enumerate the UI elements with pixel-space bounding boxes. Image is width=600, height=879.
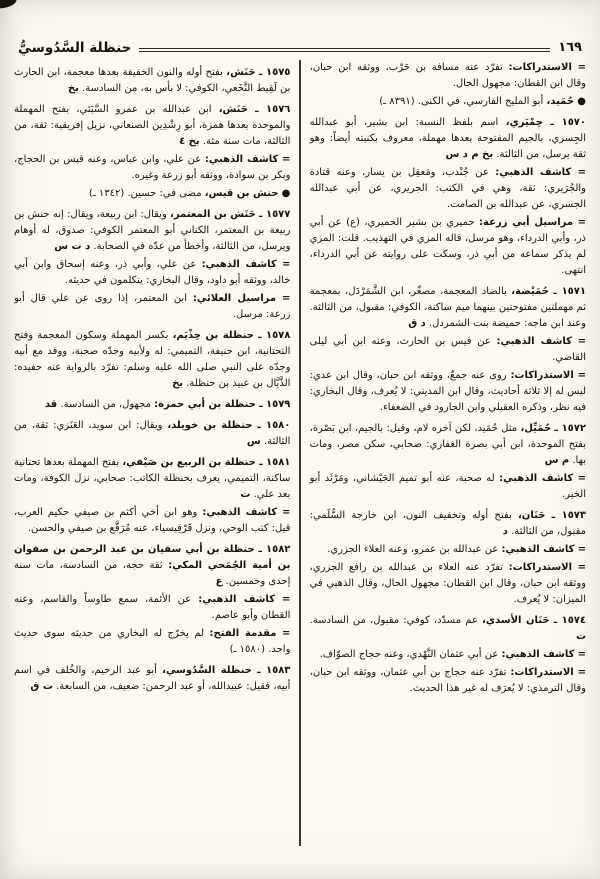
entry-number: ١٥٨١ ـ [259, 457, 291, 468]
entry-headword: حَنَش، [218, 104, 248, 115]
note-marker-icon: = [282, 259, 291, 270]
entry-number: ١٥٧٤ ـ [553, 615, 586, 626]
entry-number: ١٥٧٣ ـ [551, 510, 586, 521]
source-rubric: قد [44, 399, 58, 410]
xref-text: مضى في: حسين. (١٣٤٢ ـ) [88, 188, 202, 199]
note-source: كاشف الذهبي: [495, 167, 572, 178]
note-marker-icon: = [282, 628, 291, 639]
xref-headword: حُمَيد، [546, 96, 575, 107]
entry-number: ١٥٧٨ ـ [258, 330, 291, 341]
biography-entry [14, 455, 290, 503]
entry-headword: حَنَان، [517, 510, 546, 521]
source-rubric: ت [240, 489, 251, 500]
note-source: مراسيل العلائي: [192, 293, 277, 304]
note-text: عن قيس بن الحارث، وعنه ابن أبي ليلى القاضي. [309, 336, 586, 363]
note-text: تفرّد عنه حجاج بن أبي عثمان، ووثقه ابن حبان، وقال الترمذي: لا يُعرَف له غير هذا الحديث. [309, 667, 586, 694]
note-source: الاستدراكات: [508, 562, 573, 573]
collation-note [310, 471, 586, 503]
note-source: الاستدراكات: [510, 667, 574, 678]
source-rubric: بخ ٤ [179, 136, 200, 147]
column-left [14, 60, 299, 846]
biography-entry [14, 65, 290, 97]
entry-headword: حِمْيَري، [505, 117, 543, 128]
note-marker-icon: = [577, 62, 586, 73]
biography-entry [14, 542, 290, 590]
note-marker-icon: = [282, 154, 291, 165]
collation-note [310, 560, 586, 608]
entry-number: ١٥٧١ ـ [553, 286, 586, 297]
source-rubric: د ق [408, 318, 426, 329]
entry-headword: حنظلة بن أبي سفيان بن عبد الرحمن بن صفوان بن أمية الجُمَحي المكي: [14, 544, 291, 571]
note-text: عن أبي عثمان النَّهْدي، وعنه حجاج الصوّاف. [319, 649, 499, 660]
entry-text: بفتح أوله وتخفيف النون، ابن خارجة السُّلَمي: مقبول، من الثالثة. [309, 510, 586, 537]
source-rubric: م س [544, 455, 570, 466]
collation-note [310, 665, 586, 697]
note-text: عن الأئمة، سمع طاوساً والقاسم، وعنه القطان وأبو عاصم. [14, 594, 291, 621]
source-rubric: ع [215, 576, 223, 587]
collation-note [310, 542, 586, 558]
collation-note [310, 60, 586, 92]
note-text: عن عبدالله بن عمرو، وعنه العلاء الجزري. [327, 544, 499, 555]
collation-note [310, 334, 586, 366]
entry-headword: حنظلة بن الربيع بن صَيْفي، [122, 457, 256, 468]
entry-number: ١٥٧٧ ـ [258, 209, 291, 220]
entry-headword: حَنَان الأسدي، [482, 615, 550, 626]
bullet-icon: ● [577, 96, 586, 107]
note-marker-icon: = [282, 594, 291, 605]
note-source: كاشف الذهبي: [499, 473, 574, 484]
entry-text: ثقة حجة، من السادسة، مات سنة إحدى وخمسين. [14, 560, 291, 587]
note-source: كاشف الذهبي: [204, 154, 279, 165]
entry-headword: حُمَيْضة، [511, 286, 549, 297]
biography-entry [310, 421, 586, 469]
note-source: كاشف الذهبي: [201, 259, 277, 270]
note-text: وهو ابن أخي أكثم بن صيفي حكيم العرب، قيل: كتب الوحي، ونزل قَرْقِيسياء، عنه مُرَقَّع بن صيفي والحسن. [14, 507, 291, 534]
entry-number: ١٥٨٢ ـ [258, 544, 291, 555]
entry-text: عم مسدّد، كوفي: مقبول، من السادسة. [309, 615, 478, 626]
collation-note [14, 505, 290, 537]
entry-number: ١٥٧٠ ـ [550, 117, 586, 128]
collation-note [14, 592, 290, 624]
entry-text: ويقال: ابن سويد، العَنَزي: ثقة، من الثالثة. [14, 420, 291, 447]
collation-note [310, 165, 586, 213]
biography-entry [14, 328, 290, 392]
source-rubric: د [502, 526, 508, 537]
biography-entry [14, 663, 290, 695]
note-source: كاشف الذهبي: [501, 544, 575, 555]
column-right [301, 60, 586, 846]
collation-note [14, 291, 290, 323]
entry-text: اسم بلفظ النسبة: ابن بشير، أبو عبدالله الجِسري، بالجيم المفتوحة بعدها مهملة، معروف بكنيته أيضاً: وهو ثقة يرسل، من الثالثة. [309, 117, 586, 160]
note-marker-icon: = [577, 217, 586, 228]
source-rubric: س [246, 436, 261, 447]
source-rubric: بخ [172, 378, 184, 389]
page-number: ١٦٩ [558, 40, 582, 55]
entry-headword: حَنَش بن المعتمر، [170, 209, 256, 220]
header-rule [139, 48, 550, 52]
note-marker-icon: = [577, 167, 586, 178]
note-source: مراسيل أبي زرعة: [479, 217, 574, 228]
entry-headword: حنظلة بن خويلد، [167, 420, 253, 431]
biography-entry [310, 508, 586, 540]
note-source: الاستدراكات: [510, 370, 574, 381]
entry-number: ١٥٧٢ ـ [554, 423, 586, 434]
biography-entry [14, 207, 290, 255]
text-columns [14, 60, 586, 846]
collation-note [310, 647, 586, 663]
source-rubric: ت [575, 631, 586, 642]
note-marker-icon: = [282, 293, 291, 304]
note-text: له صحبة، عنه أبو تميم الجَيْشاني، ومَرْثَد أبو الخير. [309, 473, 586, 500]
entry-text: ويقال: ابن ربيعة، ويقال: إنه حنش بن ربيعة بن المعتمر، الكناني أبو المعتمر الكوفي: صدوق، له أوهام ويرسل، من الثالثة، وأخطأ من عدّه في الصحابة. [14, 209, 291, 252]
note-marker-icon: = [577, 544, 586, 555]
note-text: تفرّد عنه العلاء بن عبدالله بن رافع الجزري، ووثقه ابن حبان، وقال ابن القطان: مجهول الحال، وقال الذهبي في الميزان: لا يُعرف. [309, 562, 586, 605]
note-source: كاشف الذهبي: [198, 594, 276, 605]
note-text: ابن المعتمر، إذا روى عن علي قال أبو زرعة: مرسل. [14, 293, 291, 320]
collation-note [14, 152, 290, 184]
page-header [18, 40, 582, 56]
biography-entry [310, 613, 586, 645]
entry-number: ١٥٧٦ ـ [255, 104, 291, 115]
note-marker-icon: = [577, 370, 586, 381]
entry-text: مثل حُمَيد، لكن آخره لام، وقيل: بالجيم، ابن بَصْرة، بفتح الموحدة، ابن أبي بصرة الغفاري: صحابي، سكن مصر، ومات بها. [309, 423, 586, 466]
note-text: لم يخرّج له البخاري من حديثه سوى حديث واحد. (١٥٨٠ ـ) [14, 628, 291, 655]
scan-artifact [0, 0, 17, 9]
entry-text: أبو عبد الرحيم، والخُلف في اسم أبيه، فقيل: عبيدالله، أو عبد الرحمن: ضعيف، من السابعة. [14, 665, 291, 692]
note-text: عن علي، وابن عباس، وعنه قيس بن الحجاج، وبكر بن سوادة، ووثقه أبو زرعة وغيره. [14, 154, 291, 181]
biography-entry [14, 418, 290, 450]
source-rubric: د ت س [54, 241, 91, 252]
cross-reference [14, 186, 290, 202]
entry-headword: حَنَش، [226, 67, 256, 78]
entry-headword: حُمَيِّل، [520, 423, 552, 434]
entry-headword: حنظلة بن حِذْيَم، [172, 330, 254, 341]
entry-headword: حنظلة بن أبي حمزة: [154, 399, 256, 410]
note-text: حميري بن بشير الحميري، (ع) عن أبي ذر، وأبي الدرداء، وهو مرسل، قاله المزي في التهذيب. قلت: المزي لم يذكر سماعه من أبي ذر، وسكت على روايته عن أبي الدرداء، انتهى. [309, 217, 586, 276]
note-marker-icon: = [577, 649, 586, 660]
column-divider [299, 60, 300, 846]
collation-note [310, 368, 586, 416]
collation-note [310, 215, 586, 279]
biography-entry [14, 397, 290, 413]
note-source: كاشف الذهبي: [202, 507, 278, 518]
collation-note [14, 257, 290, 289]
running-head: حنظلة السَّدُوسيُّ [18, 40, 132, 56]
entry-headword: حنظلة السَّدُوسي، [162, 665, 252, 676]
note-text: عن جُنْدب، ومَعقِل بن يسار، وعنه قتادة والجُرَيري: ثقة، وهي في الكتب: الجريري، عن أبي عبدالله الجسري، عن عبدالله بن الصامت. [309, 167, 586, 210]
entry-number: ١٥٧٥ ـ [258, 67, 291, 78]
entry-text: بفتح أوله والنون الخفيفة بعدها معجمة، ابن الحارث بن لَقِيط النَّخَعي، الكوفي: لا بأس به، من السادسة. [14, 67, 291, 94]
entry-number: ١٥٨٠ ـ [257, 420, 291, 431]
bullet-icon: ● [281, 188, 291, 199]
note-marker-icon: = [282, 507, 291, 518]
note-text: روى عنه جمعٌ، ووثقه ابن حبان، وقال ابن عدي: ليس له إلا ثلاثة أحاديث، وقال ابن المديني: لا يُعرف، وقال البخاري: فيه نظر، وذكره العقيلي وابن الجارود في الضعفاء. [309, 370, 586, 413]
cross-reference [310, 94, 586, 110]
biography-entry [310, 284, 586, 332]
entry-text: بالضاد المعجمة، مصغّر، ابن الشَّمَرْدَل، بمعجمة ثم مهملتين مفتوحتين بينهما ميم ساكنة، الكوفي: مقبول، من الثالثة. وعند ابن ماجه: حميضة بنت الشمردل. [309, 286, 586, 329]
source-rubric: بخ [67, 83, 79, 94]
xref-headword: حنش بن قيس، [204, 188, 279, 199]
biography-entry [14, 102, 290, 150]
note-marker-icon: = [577, 562, 586, 573]
note-source: كاشف الذهبي: [496, 336, 572, 347]
note-marker-icon: = [577, 473, 586, 484]
source-rubric: ت ق [30, 681, 53, 692]
entry-text: مجهول، من السادسة. [60, 399, 151, 410]
note-text: عن علي، وأبي ذر، وعنه إسحاق وابن أبي خالد، ووثقه أبو داود، وقال البخاري: يتكلمون في حديثه. [14, 259, 291, 286]
xref-text: أبو المليح الفارسي، في الكنى. (٨٣٩١ ـ) [379, 96, 544, 107]
note-source: مقدمة الفتح: [209, 628, 277, 639]
source-rubric: بخ م د س [445, 149, 494, 160]
biography-entry [310, 115, 586, 163]
entry-number: ١٥٧٩ ـ [259, 399, 291, 410]
note-marker-icon: = [577, 336, 586, 347]
note-text: تفرّد عنه مسافة بن حَرْب، ووثقه ابن حبان، وقال ابن القطان: مجهول الحال. [309, 62, 586, 89]
entry-text: بكسر المهملة وسكون المعجمة وفتح التحتانية، ابن حنيفة، التميمي: له ولأبيه وجدّه صحبة، ووفد مع أبيه وجدّه على النبي صلى الله عليه وسلم: تفرّد بالرواية عنه حفيده: الذَّيَّال بن عبيد بن حنظلة. [14, 330, 291, 389]
entry-text: بفتح المهملة بعدها تحتانية ساكنة، التميمي، يعرف بحنظلة الكاتب: صحابي، نزل الكوفة، ومات بعد علي. [14, 457, 291, 500]
note-source: كاشف الذهبي: [501, 649, 575, 660]
note-source: الاستدراكات: [508, 62, 572, 73]
note-marker-icon: = [577, 667, 586, 678]
collation-note [14, 626, 290, 658]
entry-number: ١٥٨٣ ـ [257, 665, 291, 676]
entry-text: ابن عبدالله بن عمرو السَّبَئي، بفتح المهملة والموحدة بعدها همزة، أبو رِشْدِين الصنعاني، نزيل إفريقية: ثقة، من الثالثة، مات سنة مئة. [14, 104, 291, 147]
